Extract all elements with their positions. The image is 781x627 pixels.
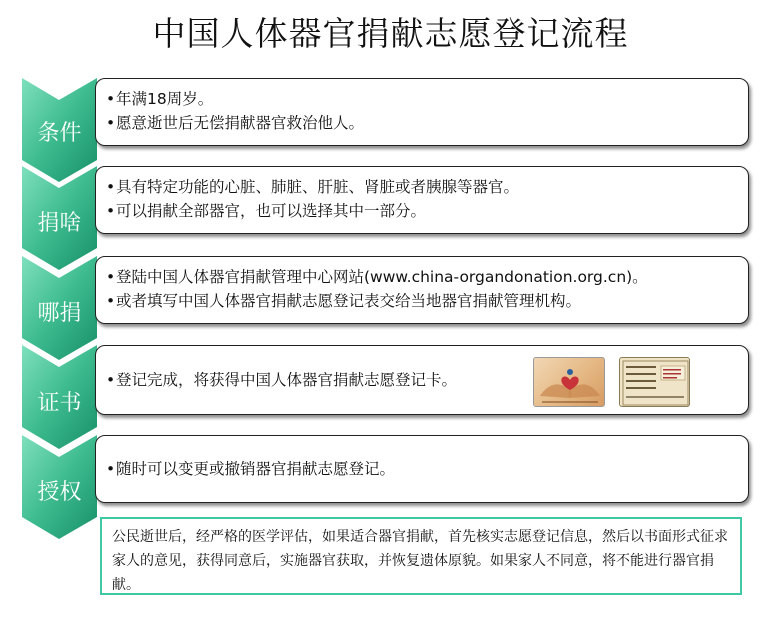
bullet-line: •年满18周岁。: [106, 90, 214, 108]
page-title: 中国人体器官捐献志愿登记流程: [152, 14, 629, 53]
website-link-text: 登陆中国人体器官捐献管理中心网站(www.china-organdonation.org.cn)。: [116, 268, 648, 286]
step-content-box: [95, 166, 749, 234]
bullet-line: •可以捐献全部器官，也可以选择其中一部分。: [106, 202, 427, 220]
step-label: 条件: [37, 121, 82, 146]
step-what-to-donate: [0, 166, 781, 242]
step-label: 授权: [37, 480, 82, 505]
step-content-box: [95, 78, 749, 146]
bullet-line: •登陆中国人体器官捐献管理中心网站(www.china-organdonation.org.cn)。: [106, 268, 648, 286]
bullet-line: •愿意逝世后无偿捐献器官救治他人。: [106, 114, 365, 132]
step-content-box: [95, 256, 749, 324]
hands-heart-icon: [534, 358, 605, 407]
note-box: 公民逝世后，经严格的医学评估，如果适合器官捐献，首先核实志愿登记信息，然后以书面形式征求家人的意见，获得同意后，实施器官获取，并恢复遗体原貌。如果家人不同意，将不能进行器官捐献。: [100, 517, 742, 595]
bullet-line: •登记完成，将获得中国人体器官捐献志愿登记卡。: [106, 371, 458, 389]
step-authorization: [0, 435, 781, 511]
step-where-to-donate: [0, 256, 781, 332]
step-content-box: [95, 435, 749, 503]
bullet-line: •随时可以变更或撤销器官捐献志愿登记。: [106, 460, 396, 478]
bullet-line: •或者填写中国人体器官捐献志愿登记表交给当地器官捐献管理机构。: [106, 292, 582, 310]
step-conditions: [0, 78, 781, 154]
step-label: 捐啥: [37, 211, 82, 236]
donor-card-front-image: [533, 357, 605, 407]
step-certificate: [0, 345, 781, 421]
bullet-line: •具有特定功能的心脏、肺脏、肝脏、肾脏或者胰腺等器官。: [106, 178, 520, 196]
step-content-box: [95, 345, 749, 415]
step-label: 证书: [37, 391, 82, 416]
registration-card-icon: [620, 358, 690, 407]
donor-card-back-image: [619, 357, 690, 407]
step-label: 哪捐: [37, 301, 82, 326]
